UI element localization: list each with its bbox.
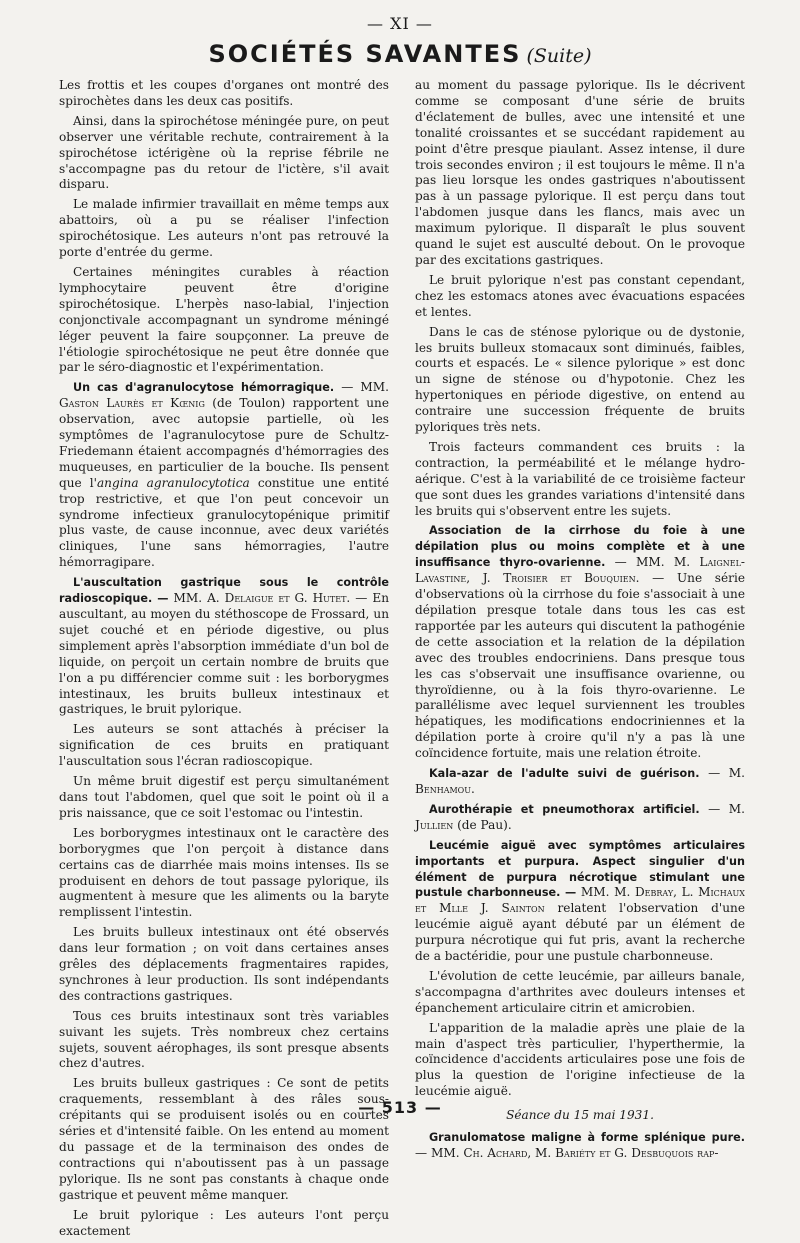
paragraph: Les bruits bulleux gastriques : Ce sont de petits craquements, ressemblant à des râles sous-crépitants qui se produisent isolés ou en courtes séries et d'intensité faible. On les entend au moment du passage et de la terminaison des ondes de contractions qui n'aboutissent pas à un passage pylorique. Ils ne sont pas constants à chaque onde gastrique et peuvent même manquer. (59, 1076, 389, 1202)
left-column (59, 78, 389, 1243)
section-authors: — M. Benhamou. (415, 766, 745, 796)
section-authors: — M. Jullien (415, 801, 745, 832)
section-granulomatose (415, 1130, 745, 1162)
section-title: L'auscultation gastrique sous le contrôle radioscopique. — (59, 576, 389, 606)
paragraph: Le bruit pylorique n'est pas constant cependant, chez les estomacs atones avec évacuations espacées et lentes. (415, 272, 745, 319)
section-kala-azar (415, 766, 745, 798)
section-text: (de Pau). (457, 817, 512, 832)
paragraph: Les borborygmes intestinaux ont le caractère des borborygmes que l'on perçoit à distance dans certains cas de diarrhée mais moins intenses. Ils se produisent en dehors de tout passage pylorique, ils augmentent à mesure que les aliments ou la baryte remplissent l'intestin. (59, 825, 389, 920)
paragraph: Le malade infirmier travaillait en même temps aux abattoirs, où a pu se réaliser l'infection spirochétosique. Les auteurs n'ont pas retrouvé la porte d'entrée du germe. (59, 197, 389, 260)
roman-page-number: — XI — (367, 14, 433, 33)
section-title: Association de la cirrhose du foie à une dépilation plus ou moins complète et à une insuffisance thyro-ovarienne. (415, 524, 745, 570)
section-text: — Une série d'observations où la cirrhose du foie s'associait à une dépilation presque totale dans tous les cas est rapportée par les auteurs qui discutent la pathogénie de cette association et la relation de la dépilation avec des troubles endocriniens. Dans presque tous les cas s'observait une insuffisance ovarienne, ou thyroïdienne, ou à la fois thyro-ovarienne. Le parallélisme avec lequel surviennent les troubles hépatiques, les modifications endocriniennes et la dépilation porte à croire qu'il n'y a pas là une coïncidence fortuite, mais une relation étroite. (415, 571, 745, 761)
paragraph: L'évolution de cette leucémie, par ailleurs banale, s'accompagna d'arthrites avec douleurs intenses et épanchement articulaire citrin et amicrobien. (415, 968, 745, 1015)
section-text: relatent l'observation d'une leucémie aiguë ayant débuté par un élément de purpura nécrotique qui fut pris, avant la recherche de a bactéridie, pour une pustule charbonneuse. (415, 901, 745, 964)
section-title: Un cas d'agranulocytose hémorragique. (73, 381, 335, 395)
section-italic: angina agranulocytotica (96, 475, 250, 490)
session-date: Séance du 15 mai 1931. (506, 1108, 654, 1123)
section-authors: MM. M. Debray, L. Michaux et Mlle J. Sainton (415, 885, 745, 916)
section-title: Aurothérapie et pneumothorax artificiel. (429, 802, 700, 816)
section-aurotherapie (415, 802, 745, 834)
section-leucemie (415, 838, 745, 965)
heading-title: SOCIÉTÉS SAVANTES (208, 40, 522, 68)
section-agranulocytose (59, 380, 389, 571)
section-cirrhose (415, 523, 745, 762)
section-authors: — MM. M. Laignel-Lavastine, J. Troisier et Bouquien. (415, 555, 746, 586)
section-title: Granulomatose maligne à forme splénique pure. (429, 1131, 745, 1145)
section-text: — En auscultant, au moyen du stéthoscope de Frossard, un sujet couché et en période digestive, ou plus simplement après l'absorption immédiate d'un bol de liquide, on perçoit un certain nombre de bruits que l'on a pu différencier comme suit : les borborygmes intestinaux, les bruits bulleux intestinaux et gastriques, le bruit pylorique. (59, 591, 389, 717)
section-title: Kala-azar de l'adulte suivi de guérison. (429, 767, 700, 781)
paragraph: Le bruit pylorique : Les auteurs l'ont perçu exactement (59, 1207, 389, 1238)
section-auscultation (59, 575, 389, 718)
section-text: (de Toulon) rapportent une observation, avec autopsie partielle, où les symptômes de l'agranulocytose pure de Schultz-Friedemann étaient accompagnés d'hémorragies des muqueuses, en particulier de la bouche. Ils pensent que l' (59, 396, 389, 490)
paragraph: Dans le cas de sténose pylorique ou de dystonie, les bruits bulleux stomacaux sont diminués, faibles, courts et espacés. Le « silence pylorique » est donc un signe de sténose ou d'hypotonie. Chez les hypertoniques en période digestive, on entend au contraire une succession fréquente de bruits pyloriques très nets. (415, 324, 745, 435)
paragraph: Les auteurs se sont attachés à préciser la signification de ces bruits en pratiquant l'auscultation sous l'écran radioscopique. (59, 722, 389, 769)
paragraph: Ainsi, dans la spirochétose méningée pure, on peut observer une véritable rechute, contrairement à la spirochétose ictérigène où la reprise fébrile ne s'accompagne pas du retour de l'ictère, s'il avait disparu. (59, 113, 389, 192)
paragraph: Certaines méningites curables à réaction lymphocytaire peuvent être d'origine spirochétosique. L'herpès naso-labial, l'injection conjonctivale accompagnant un syndrome méningé léger peuvent la faire soupçonner. La preuve de l'étiologie spirochétosique ne peut être donnée que par le séro-diagnostic et l'expérimentation. (59, 264, 389, 375)
section-authors: — MM. Gaston Laurès et Kœnig (59, 380, 389, 411)
paragraph: au moment du passage pylorique. Ils le décrivent comme se composant d'une série de bruits d'éclatement de bulles, avec une intensité et une tonalité croissantes et se succédant rapidement au point d'être presque piaulant. Assez intense, il dure trois secondes environ ; il est toujours le même. Il n'a pas lieu lorsque les ondes gastriques n'aboutissent pas à un passage pylorique. Il est perçu dans tout l'abdomen jusque dans les flancs, mais avec un maximum pylorique. Il disparaît le plus souvent quand le sujet est ausculté debout. On le provoque par des excitations gastriques. (415, 78, 745, 267)
right-column (415, 78, 745, 1166)
paragraph: Les bruits bulleux intestinaux ont été observés dans leur formation ; on voit dans certaines anses grêles des déplacements fragmentaires rapides, synchrones à leur production. Ils sont indépendants des contractions gastriques. (59, 925, 389, 1003)
paragraph: Trois facteurs commandent ces bruits : la contraction, la perméabilité et le mélange hydro-aérique. C'est à la variabilité de ce troisième facteur que sont dues les grandes variations d'intensité dans les bruits qui s'observent entre les sujets. (415, 439, 745, 518)
section-authors: MM. A. Delaigue et G. Hutet. (173, 591, 351, 606)
paragraph: Les frottis et les coupes d'organes ont montré des spirochètes dans les deux cas positifs. (59, 78, 389, 108)
paragraph: Tous ces bruits intestinaux sont très variables suivant les sujets. Très nombreux chez certains sujets, souvent aérophages, ils sont presque absents chez d'autres. (59, 1008, 389, 1071)
section-text-continued: constitue une entité trop restrictive, et que l'on peut concevoir un syndrome infectieux granulocytopénique primitif plus vaste, de cause inconnue, avec deux variétés cliniques, l'une sans hémorragies, l'autre hémorragipare. (59, 475, 389, 570)
paragraph: Un même bruit digestif est perçu simultanément dans tout l'abdomen, quel que soit le point où il a pris naissance, que ce soit l'estomac ou l'intestin. (59, 774, 389, 820)
section-title: Leucémie aiguë avec symptômes articulaires importants et purpura. Aspect singulier d'un élément de purpura nécrotique stimulant une pustule charbonneuse. — (415, 838, 745, 900)
paragraph: L'apparition de la maladie après une plaie de la main d'aspect très particulier, l'hyperthermie, la coïncidence d'accidents articulaires pose une fois de plus la question de l'origine infectieuse de la leucémie aiguë. (415, 1020, 745, 1099)
page-heading (0, 40, 800, 68)
page-number: — 513 — (358, 1098, 442, 1117)
heading-suite: (Suite) (526, 45, 592, 67)
section-text: — MM. Ch. Achard, M. Bariéty et G. Desbuquois rap- (415, 1146, 719, 1160)
